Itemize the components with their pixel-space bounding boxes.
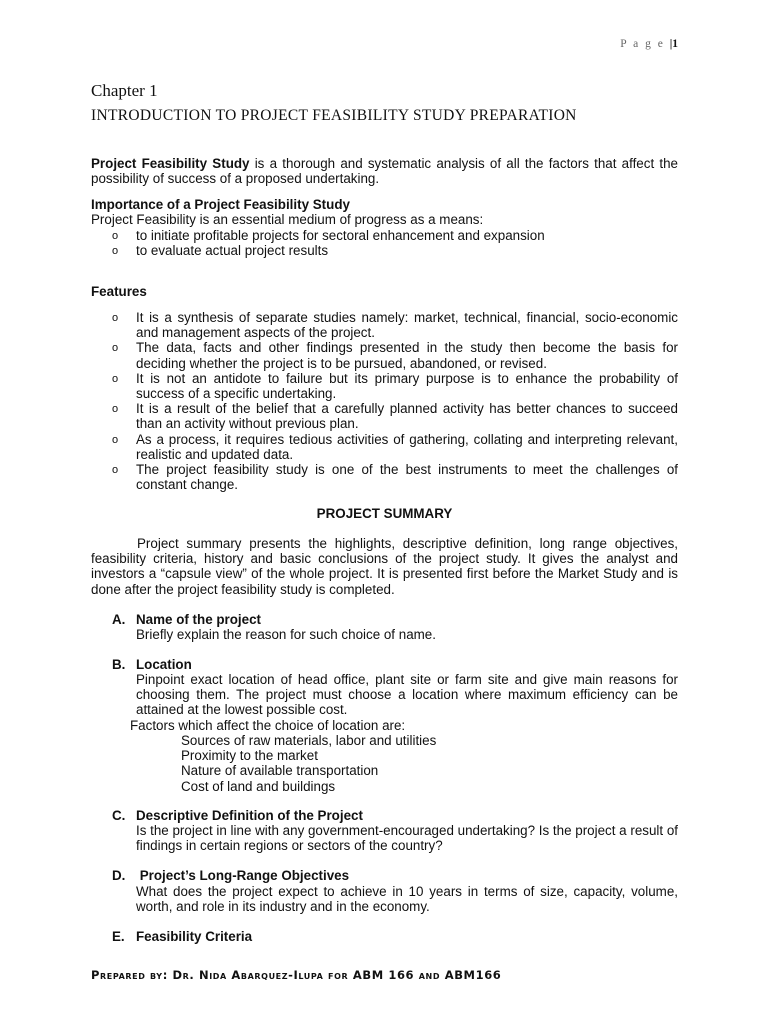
features-heading: Features: [91, 284, 147, 299]
location-factors-intro: Factors which affect the choice of location are:: [130, 718, 406, 733]
section-d-heading: D. Project’s Long-Range Objectives: [112, 868, 350, 883]
list-item: o to evaluate actual project results: [112, 243, 678, 258]
list-item: o It is not an antidote to failure but its primary purpose is to enhance the probability of success of a specific undertaking.: [112, 371, 678, 401]
importance-list: [112, 228, 678, 258]
project-summary-paragraph: Project summary presents the highlights, descriptive definition, long range objectives, feasibility criteria, history and basic conclusions of the project study. It gives the analyst and investors a “capsule view” of the whole project. It is presented first before the Market Study and is done after the project feasibility study is completed.: [91, 536, 678, 597]
location-factors-list: [181, 733, 436, 794]
list-item: Proximity to the market: [181, 748, 318, 764]
section-a-heading: A. Name of the project: [112, 612, 262, 627]
features-list: [112, 310, 678, 492]
importance-intro: Project Feasibility is an essential medium of progress as a means:: [91, 212, 484, 227]
section-c-heading: C. Descriptive Definition of the Project: [112, 808, 363, 823]
definition-text: is a thorough and systematic analysis of all the factors that affect the possibility of success of a proposed undertaking.: [91, 156, 678, 187]
list-item: o The data, facts and other findings presented in the study then become the basis for deciding whether the project is to be pursued, abandoned, or revised.: [112, 340, 678, 370]
list-item: o It is a result of the belief that a carefully planned activity has better chances to succeed than an activity without previous plan.: [112, 401, 678, 431]
definition-term: Project Feasibility Study: [91, 156, 250, 171]
section-a-body: Briefly explain the reason for such choice of name.: [136, 627, 436, 642]
section-e-heading: E. Feasibility Criteria: [112, 929, 253, 944]
section-b-body: Pinpoint exact location of head office, plant site or farm site and give main reasons for choosing them. The project must choose a location where maximum efficiency can be attained at the lowest possible cost.: [136, 672, 678, 718]
list-item: Sources of raw materials, labor and utilities: [181, 733, 437, 748]
page-number: P a g e |1: [620, 38, 678, 50]
project-summary-heading: PROJECT SUMMARY: [316, 506, 453, 521]
section-c-body: Is the project in line with any government-encouraged undertaking? Is the project a result of findings in certain regions or sectors of the country?: [136, 823, 678, 854]
chapter-label: Chapter 1: [91, 81, 158, 100]
importance-heading: Importance of a Project Feasibility Study: [91, 197, 350, 212]
definition-paragraph: [91, 156, 678, 186]
list-item: o The project feasibility study is one of the best instruments to meet the challenges of constant change.: [112, 462, 678, 492]
section-b-heading: B. Location: [112, 657, 192, 672]
list-item: Nature of available transportation: [181, 763, 379, 779]
document-title: INTRODUCTION TO PROJECT FEASIBILITY STUDY PREPARATION: [91, 107, 577, 124]
list-item: Cost of land and buildings: [181, 778, 336, 794]
section-d-body: What does the project expect to achieve in 10 years in terms of size, capacity, volume, worth, and role in its industry and in the economy.: [136, 884, 678, 915]
list-item: o to initiate profitable projects for sectoral enhancement and expansion: [112, 228, 678, 243]
list-item: o It is a synthesis of separate studies namely: market, technical, financial, socio-economic and management aspects of the project.: [112, 310, 678, 340]
footer-prepared-by: Prepared by: Dr. Nida Abarquez-Ilupa for ABM 166 and ABM166: [91, 968, 502, 982]
list-item: o As a process, it requires tedious activities of gathering, collating and interpreting relevant, realistic and updated data.: [112, 432, 678, 462]
